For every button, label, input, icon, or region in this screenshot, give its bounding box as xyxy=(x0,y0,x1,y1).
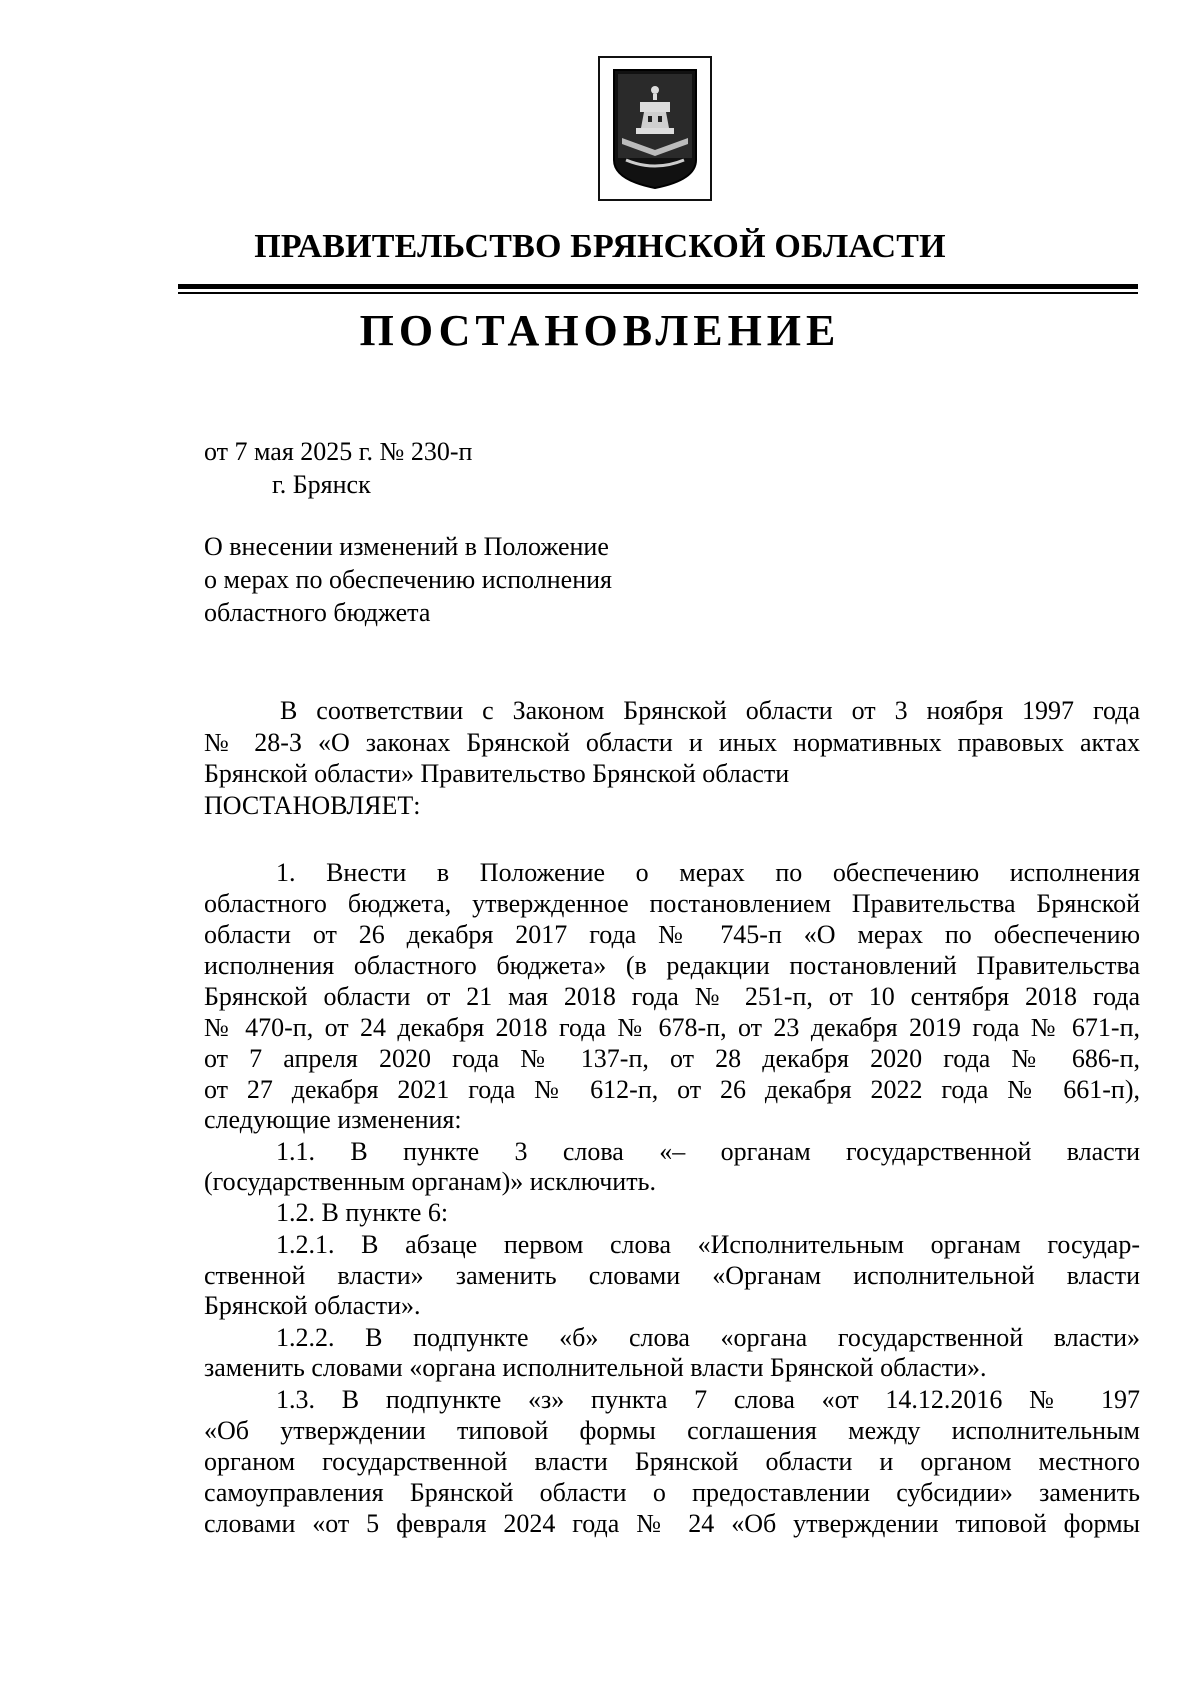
resolves-keyword: ПОСТАНОВЛЯЕТ: xyxy=(204,791,421,820)
body-line: областного бюджета, утвержденное постановлением Правительства Брянской xyxy=(204,889,1140,918)
body-line: 1.2. В пункте 6: xyxy=(276,1198,449,1227)
body-line: ственной власти» заменить словами «Органам исполнительной власти xyxy=(204,1261,1140,1290)
body-line: органом государственной власти Брянской области и органом местного xyxy=(204,1447,1140,1476)
body-line: следующие изменения: xyxy=(204,1105,462,1134)
body-line: В соответствии с Законом Брянской области от 3 ноября 1997 года xyxy=(280,696,1140,725)
header-rule-thin xyxy=(178,292,1138,294)
date-number: от 7 мая 2025 г. № 230-п xyxy=(204,437,473,466)
body-line: от 7 апреля 2020 года № 137-п, от 28 декабря 2020 года № 686-п, xyxy=(204,1044,1140,1073)
body-line: № 470-п, от 24 декабря 2018 года № 678-п, от 23 декабря 2019 года № 671-п, xyxy=(204,1013,1140,1042)
body-line: № 28-З «О законах Брянской области и иных нормативных правовых актах xyxy=(204,728,1140,757)
body-line: 1. Внести в Положение о мерах по обеспечению исполнения xyxy=(276,858,1140,887)
body-line: области от 26 декабря 2017 года № 745-п «О мерах по обеспечению xyxy=(204,920,1140,949)
coat-of-arms-icon xyxy=(612,68,698,190)
body-line: Брянской области от 21 мая 2018 года № 251-п, от 10 сентября 2018 года xyxy=(204,982,1140,1011)
body-line: Брянской области». xyxy=(204,1291,421,1320)
body-line: заменить словами «органа исполнительной власти Брянской области». xyxy=(204,1353,987,1382)
body-line: «Об утверждении типовой формы соглашения между исполнительным xyxy=(204,1416,1140,1445)
body-line: 1.3. В подпункте «з» пункта 7 слова «от 14.12.2016 № 197 xyxy=(276,1385,1140,1414)
body-line: (государственным органам)» исключить. xyxy=(204,1167,656,1196)
body-line: исполнения областного бюджета» (в редакции постановлений Правительства xyxy=(204,951,1140,980)
body-line: самоуправления Брянской области о предоставлении субсидии» заменить xyxy=(204,1478,1140,1507)
subject-line: областного бюджета xyxy=(204,598,431,627)
header-rule-thick xyxy=(178,284,1138,289)
government-title: ПРАВИТЕЛЬСТВО БРЯНСКОЙ ОБЛАСТИ xyxy=(254,228,946,265)
body-line: Брянской области» Правительство Брянской области xyxy=(204,759,790,788)
body-line: 1.2.1. В абзаце первом слова «Исполнительным органам государ- xyxy=(276,1230,1140,1259)
document-type-title: ПОСТАНОВЛЕНИЕ xyxy=(359,306,841,355)
subject-line: о мерах по обеспечению исполнения xyxy=(204,565,612,594)
body-line: от 27 декабря 2021 года № 612-п, от 26 декабря 2022 года № 661-п), xyxy=(204,1075,1140,1104)
body-line: 1.2.2. В подпункте «б» слова «органа государственной власти» xyxy=(276,1323,1140,1352)
body-line: словами «от 5 февраля 2024 года № 24 «Об утверждении типовой формы xyxy=(204,1509,1140,1538)
body-line: 1.1. В пункте 3 слова «– органам государственной власти xyxy=(276,1137,1140,1166)
coat-of-arms-emblem xyxy=(598,56,712,201)
city: г. Брянск xyxy=(272,470,371,499)
subject-line: О внесении изменений в Положение xyxy=(204,532,609,561)
